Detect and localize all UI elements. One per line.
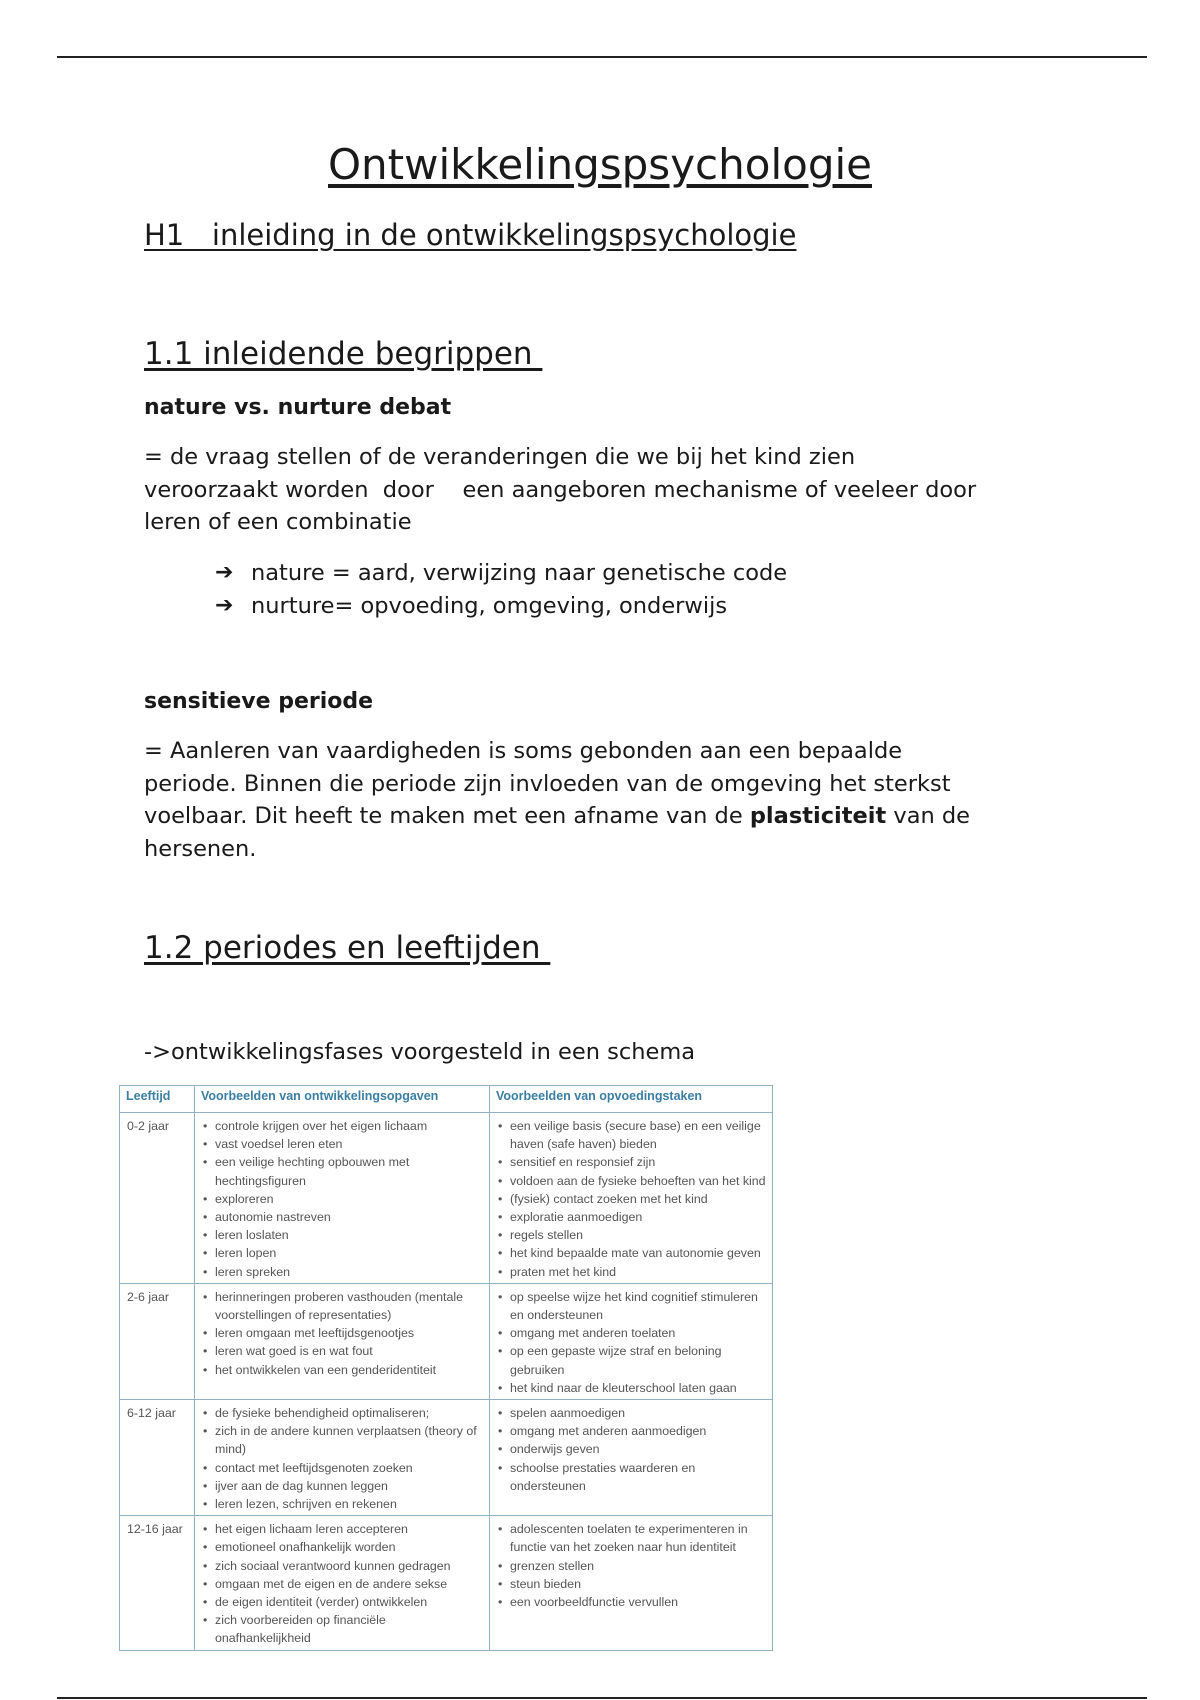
list-item: • het eigen lichaam leren accepteren — [215, 1520, 483, 1538]
list-item: • emotioneel onafhankelijk worden — [215, 1538, 483, 1556]
bullet-text: nurture= opvoeding, omgeving, onderwijs — [251, 592, 728, 619]
list-item: • praten met het kind — [510, 1263, 766, 1281]
table-body — [120, 1113, 773, 1651]
list-item: • sensitief en responsief zijn — [510, 1153, 766, 1171]
bullet-list — [496, 1404, 766, 1495]
list-item: • zich in de andere kunnen verplaatsen (theory of mind) — [215, 1422, 483, 1458]
list-item: • een veilige hechting opbouwen met hechtingsfiguren — [215, 1153, 483, 1189]
list-item: • het kind naar de kleuterschool laten gaan — [510, 1379, 766, 1397]
table-header-row — [120, 1086, 773, 1113]
list-item: • controle krijgen over het eigen lichaam — [215, 1117, 483, 1135]
list-item: • de eigen identiteit (verder) ontwikkelen — [215, 1593, 483, 1611]
term-nature-nurture: nature vs. nurture debat — [144, 395, 452, 420]
definition-line: periode. Binnen die periode zijn invloeden van de omgeving het sterkst — [144, 770, 951, 797]
tasks-cell — [195, 1516, 490, 1650]
document-title: Ontwikkelingspsychologie — [328, 140, 872, 189]
list-item: • exploreren — [215, 1190, 483, 1208]
list-item: • leren wat goed is en wat fout — [215, 1342, 483, 1360]
age-cell: 2-6 jaar — [120, 1283, 195, 1399]
list-item: • omgang met anderen aanmoedigen — [510, 1422, 766, 1440]
list-item: • voldoen aan de fysieke behoeften van het kind — [510, 1172, 766, 1190]
bullet-list — [201, 1288, 483, 1379]
definition-line: = Aanleren van vaardigheden is soms gebonden aan een bepaalde — [144, 738, 903, 764]
section-heading-1-1: 1.1 inleidende begrippen — [144, 336, 543, 372]
table-row — [120, 1400, 773, 1516]
column-header-age: Leeftijd — [120, 1086, 195, 1113]
definition-line — [144, 800, 1074, 833]
term-sensitieve-periode: sensitieve periode — [144, 689, 374, 714]
definition-text: van de — [886, 803, 971, 829]
definition-line: = de vraag stellen of de veranderingen die we bij het kind zien — [144, 444, 856, 470]
parenting-cell — [490, 1113, 773, 1284]
list-item: • op een gepaste wijze straf en beloning gebruiken — [510, 1342, 766, 1378]
age-cell: 0-2 jaar — [120, 1113, 195, 1284]
list-item: • steun bieden — [510, 1575, 766, 1593]
list-item: • leren lezen, schrijven en rekenen — [215, 1495, 483, 1513]
list-item: • leren omgaan met leeftijdsgenootjes — [215, 1324, 483, 1342]
age-cell: 6-12 jaar — [120, 1400, 195, 1516]
list-item: • op speelse wijze het kind cognitief stimuleren en ondersteunen — [510, 1288, 766, 1324]
list-item: • herinneringen proberen vasthouden (mentale voorstellingen of representaties) — [215, 1288, 483, 1324]
list-item: • onderwijs geven — [510, 1440, 766, 1458]
definition-line: hersenen. — [144, 835, 257, 862]
list-item: • het ontwikkelen van een genderidentiteit — [215, 1361, 483, 1379]
definition-sensitieve-periode — [144, 735, 1074, 865]
column-header-parenting: Voorbeelden van opvoedingstaken — [490, 1086, 773, 1113]
list-item: • ijver aan de dag kunnen leggen — [215, 1477, 483, 1495]
list-item: • schoolse prestaties waarderen en ondersteunen — [510, 1459, 766, 1495]
list-item: • het kind bepaalde mate van autonomie geven — [510, 1244, 766, 1262]
list-item: • omgaan met de eigen en de andere sekse — [215, 1575, 483, 1593]
definition-nature-nurture — [144, 441, 1074, 539]
list-item: • omgang met anderen toelaten — [510, 1324, 766, 1342]
chapter-heading: H1 inleiding in de ontwikkelingspsychologie — [144, 218, 797, 252]
tasks-cell — [195, 1113, 490, 1284]
bullet-text: nature = aard, verwijzing naar genetische code — [251, 560, 788, 586]
bullet-list — [201, 1117, 483, 1281]
nature-nurture-bullets — [215, 557, 787, 622]
list-item: • een veilige basis (secure base) en een veilige haven (safe haven) bieden — [510, 1117, 766, 1153]
list-item: • (fysiek) contact zoeken met het kind — [510, 1190, 766, 1208]
list-item: • zich sociaal verantwoord kunnen gedragen — [215, 1557, 483, 1575]
bullet-list — [496, 1288, 766, 1397]
age-cell: 12-16 jaar — [120, 1516, 195, 1650]
bottom-rule — [57, 1697, 1147, 1699]
list-item: • regels stellen — [510, 1226, 766, 1244]
bullet-list — [496, 1520, 766, 1611]
bullet-list — [201, 1520, 483, 1647]
parenting-cell — [490, 1516, 773, 1650]
list-item: • contact met leeftijdsgenoten zoeken — [215, 1459, 483, 1477]
definition-line: leren of een combinatie — [144, 509, 412, 535]
list-item: • autonomie nastreven — [215, 1208, 483, 1226]
emphasis-plasticiteit: plasticiteit — [749, 803, 887, 829]
tasks-cell — [195, 1400, 490, 1516]
table-row — [120, 1516, 773, 1650]
list-item: • leren lopen — [215, 1244, 483, 1262]
parenting-cell — [490, 1400, 773, 1516]
definition-line: veroorzaakt worden door een aangeboren mechanisme of veeleer door — [144, 476, 977, 503]
bullet-list — [201, 1404, 483, 1513]
column-header-tasks: Voorbeelden van ontwikkelingsopgaven — [195, 1086, 490, 1113]
list-item: • adolescenten toelaten te experimenteren in functie van het zoeken naar hun identiteit — [510, 1520, 766, 1556]
development-phases-table — [119, 1085, 773, 1651]
list-item: • spelen aanmoedigen — [510, 1404, 766, 1422]
list-item: • leren spreken — [215, 1263, 483, 1281]
bullet-item — [215, 590, 787, 623]
top-rule — [57, 56, 1147, 58]
list-item: • exploratie aanmoedigen — [510, 1208, 766, 1226]
table-row — [120, 1283, 773, 1399]
list-item: • zich voorbereiden op financiële onafhankelijkheid — [215, 1611, 483, 1647]
arrow-right-icon: ➔ — [215, 592, 234, 618]
table-row — [120, 1113, 773, 1284]
list-item: • een voorbeeldfunctie vervullen — [510, 1593, 766, 1611]
parenting-cell — [490, 1283, 773, 1399]
list-item: • leren loslaten — [215, 1226, 483, 1244]
list-item: • vast voedsel leren eten — [215, 1135, 483, 1153]
definition-text: voelbaar. Dit heeft te maken met een afname van de — [144, 803, 750, 829]
list-item: • grenzen stellen — [510, 1557, 766, 1575]
schema-intro: ->ontwikkelingsfases voorgesteld in een schema — [144, 1039, 696, 1065]
arrow-right-icon: ➔ — [215, 560, 234, 585]
bullet-item — [215, 557, 787, 590]
list-item: • de fysieke behendigheid optimaliseren; — [215, 1404, 483, 1422]
section-heading-1-2: 1.2 periodes en leeftijden — [144, 930, 551, 966]
tasks-cell — [195, 1283, 490, 1399]
bullet-list — [496, 1117, 766, 1281]
